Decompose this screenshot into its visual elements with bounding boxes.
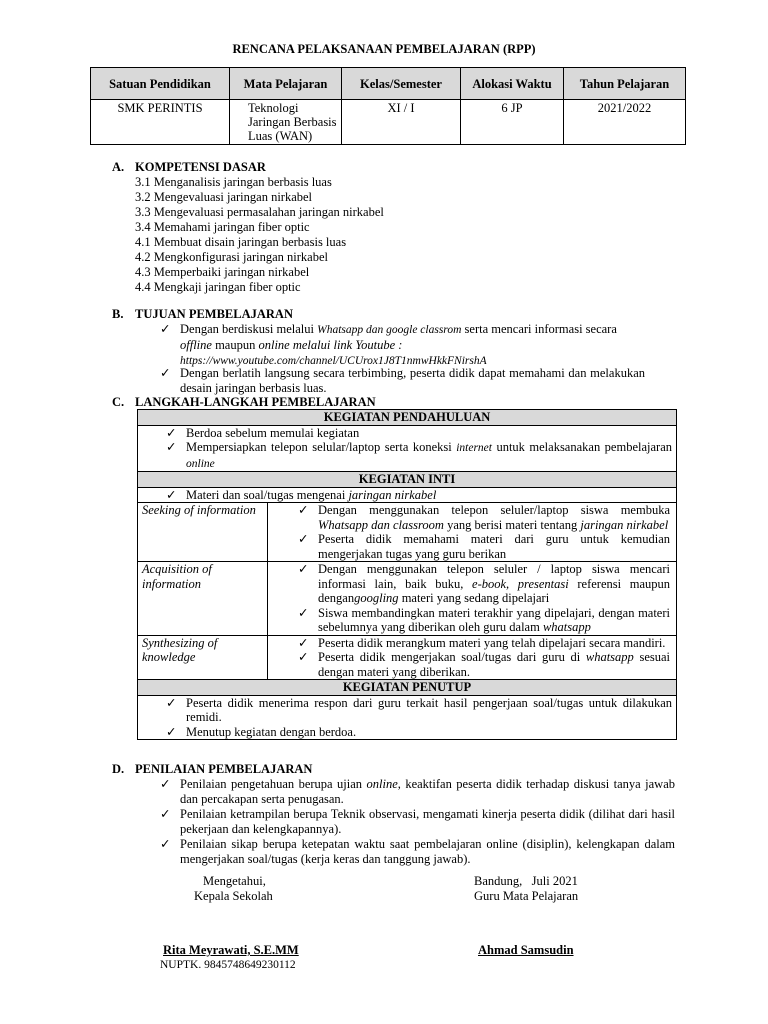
check-icon: ✓: [298, 562, 309, 576]
text: Peserta didik merangkum materi yang telah dipelajari secara mandiri.: [318, 635, 666, 650]
list-item: [138, 426, 676, 441]
text: Siswa membandingkan materi terakhir yang dipelajari, dengan materi sebelumnya yang diberikan oleh guru dalam: [318, 605, 670, 634]
check-icon: ✓: [298, 605, 309, 620]
sig-right-line2: Guru Mata Pelajaran: [474, 889, 579, 903]
assessment-item: [180, 777, 675, 807]
list-item: [138, 696, 676, 725]
list-item: 3.2 Mengevaluasi jaringan nirkabel: [135, 190, 313, 204]
list-item: 3.1 Menganalisis jaringan berbasis luas: [135, 175, 332, 189]
header-cell: Kelas/Semester: [342, 68, 461, 100]
sig-right-line1: Bandung, Juli 2021: [474, 874, 578, 888]
sig-left-line2: Kepala Sekolah: [194, 889, 273, 903]
competency-list: [135, 175, 384, 295]
list-item: 4.4 Mengkaji jaringan fiber optic: [135, 280, 301, 294]
text: online: [186, 457, 215, 470]
text: sesuai dengan materi yang diberikan.: [318, 650, 670, 679]
section-a-heading: [112, 160, 266, 175]
list-item: 3.3 Mengevaluasi permasalahan jaringan nirkabel: [135, 205, 384, 219]
pendahuluan-cell: [138, 425, 677, 472]
text: materi yang sedang dipelajari: [398, 591, 550, 605]
text: maupun: [211, 338, 259, 352]
list-item: [268, 503, 676, 532]
assessment-item: Penilaian sikap berupa ketepatan waktu saat pembelajaran online (disiplin), kelengkapan dalam mengerjakan soal/tugas (kerja keras dan tanggung jawab).: [180, 837, 675, 866]
section-title: TUJUAN PEMBELAJARAN: [135, 307, 293, 321]
text: whatsapp: [585, 650, 634, 664]
check-icon: ✓: [298, 532, 309, 546]
assessment-item: Penilaian ketrampilan berupa Teknik observasi, mengamati kinerja peserta didik (dilihat dari hasil pekerjaan dan kelengkapannya).: [180, 807, 675, 836]
list-item: [268, 636, 676, 651]
section-letter: A.: [112, 160, 125, 174]
synthesizing-label: Synthesizing of knowledge: [138, 635, 268, 680]
section-title: LANGKAH-LANGKAH PEMBELAJARAN: [135, 395, 376, 409]
list-item: [268, 606, 676, 635]
list-item: [138, 488, 676, 503]
check-icon: ✓: [298, 635, 309, 650]
section-letter: B.: [112, 307, 124, 321]
list-item: [268, 650, 676, 679]
activities-table: [137, 409, 677, 740]
text: Menutup kegiatan dengan berdoa.: [186, 724, 357, 739]
text: jaringan nirkabel: [580, 517, 669, 532]
value-cell: 6 JP: [461, 100, 564, 145]
section-d-heading: [112, 762, 312, 777]
text: Berdoa sebelum memulai kegiatan: [186, 425, 360, 440]
acquisition-cell: [268, 562, 677, 636]
check-icon: ✓: [160, 807, 171, 821]
pendahuluan-header: KEGIATAN PENDAHULUAN: [138, 410, 677, 426]
section-c-heading: [112, 395, 376, 410]
text: Whatsapp dan classroom: [318, 517, 444, 532]
text: Dengan berdiskusi melalui: [180, 322, 318, 336]
list-item: [138, 725, 676, 740]
value-cell: Teknologi Jaringan Berbasis Luas (WAN): [230, 100, 342, 145]
seeking-cell: [268, 503, 677, 562]
check-icon: ✓: [166, 487, 177, 502]
header-cell: Tahun Pelajaran: [564, 68, 686, 100]
check-icon: ✓: [166, 425, 177, 440]
header-table: [90, 67, 686, 145]
header-cell: Satuan Pendidikan: [91, 68, 230, 100]
principal-nuptk: NUPTK. 9845748649230112: [160, 959, 296, 971]
header-cell: Alokasi Waktu: [461, 68, 564, 100]
check-icon: ✓: [160, 366, 171, 380]
text: jaringan nirkabel: [348, 487, 437, 502]
seeking-label: Seeking of information: [138, 503, 268, 562]
text: internet: [456, 442, 492, 454]
check-icon: ✓: [298, 503, 309, 517]
list-item: 3.4 Memahami jaringan fiber optic: [135, 220, 310, 234]
list-item: [268, 532, 676, 561]
check-icon: ✓: [166, 724, 177, 739]
text: whatsapp: [542, 620, 591, 634]
section-title: KOMPETENSI DASAR: [135, 160, 266, 174]
check-icon: ✓: [298, 650, 309, 664]
youtube-link[interactable]: https://www.youtube.com/channel/UCUrox1J8T1nmwHkkFNirshA: [180, 355, 487, 367]
text: Peserta didik menerima respon dari guru terkait hasil pengerjaan soal/tugas untuk dilakukan remidi.: [186, 695, 672, 724]
document-title: RENCANA PELAKSANAAN PEMBELAJARAN (RPP): [232, 42, 536, 56]
text: online melalui link Youtube :: [258, 338, 403, 352]
text: Whatsapp dan google classrom: [317, 324, 462, 336]
text: googling: [354, 591, 399, 605]
value-cell: XI / I: [342, 100, 461, 145]
check-icon: ✓: [166, 695, 177, 710]
text: yang berisi materi tentang: [443, 517, 581, 532]
text: untuk melaksanakan pembelajaran: [491, 440, 672, 454]
text: Materi dan soal/tugas mengenai: [186, 487, 349, 502]
check-icon: ✓: [160, 777, 171, 791]
list-item: [268, 562, 676, 606]
synthesizing-cell: [268, 635, 677, 680]
text: offline: [180, 338, 212, 352]
text: Dengan menggunakan telepon seluler / laptop siswa mencari informasi lain, baik buku,: [318, 562, 670, 591]
penutup-cell: [138, 695, 677, 740]
text: Mempersiapkan telepon selular/laptop serta koneksi: [186, 440, 457, 454]
list-item: 4.1 Membuat disain jaringan berbasis luas: [135, 235, 347, 249]
text: Peserta didik mengerjakan soal/tugas dari guru di: [318, 650, 586, 664]
sig-left-line1: Mengetahui,: [203, 874, 266, 888]
objective-item: Dengan berlatih langsung secara terbimbing, peserta didik dapat memahami dan melakukan desain jaringan berbasis luas.: [180, 366, 645, 395]
section-b-heading: [112, 307, 293, 322]
header-cell: Mata Pelajaran: [230, 68, 342, 100]
acquisition-label: Acquisition of information: [138, 562, 268, 636]
value-cell: SMK PERINTIS: [91, 100, 230, 145]
text: referensi maupun dengan: [318, 576, 670, 605]
text: serta mencari informasi secara: [461, 322, 617, 336]
section-letter: C.: [112, 395, 125, 409]
inti-header: KEGIATAN INTI: [138, 472, 677, 488]
principal-name: Rita Meyrawati, S.E.MM: [163, 943, 299, 957]
list-item: 4.2 Mengkonfigurasi jaringan nirkabel: [135, 250, 329, 264]
text: Penilaian pengetahuan berupa ujian: [180, 777, 367, 791]
value-cell: 2021/2022: [564, 100, 686, 145]
inti-intro-cell: [138, 487, 677, 503]
text: online: [366, 777, 398, 791]
list-item: 4.3 Memperbaiki jaringan nirkabel: [135, 265, 310, 279]
check-icon: ✓: [160, 322, 171, 336]
text: , keaktifan peserta didik terhadap diskusi tanya jawab dan percakapan serta penugasan.: [180, 777, 675, 806]
check-icon: ✓: [166, 440, 177, 454]
text: Peserta didik memahami materi dari guru untuk kemudian mengerjakan tugas yang guru berikan: [318, 532, 670, 561]
check-icon: ✓: [160, 837, 171, 851]
objective-item: [180, 322, 645, 369]
section-title: PENILAIAN PEMBELAJARAN: [135, 762, 313, 776]
text: Dengan menggunakan telepon seluler/laptop siswa membuka: [318, 503, 670, 517]
penutup-header: KEGIATAN PENUTUP: [138, 680, 677, 696]
section-letter: D.: [112, 762, 125, 776]
teacher-name: Ahmad Samsudin: [478, 943, 574, 957]
list-item: [138, 440, 676, 471]
text: e-book, presentasi: [472, 576, 569, 591]
